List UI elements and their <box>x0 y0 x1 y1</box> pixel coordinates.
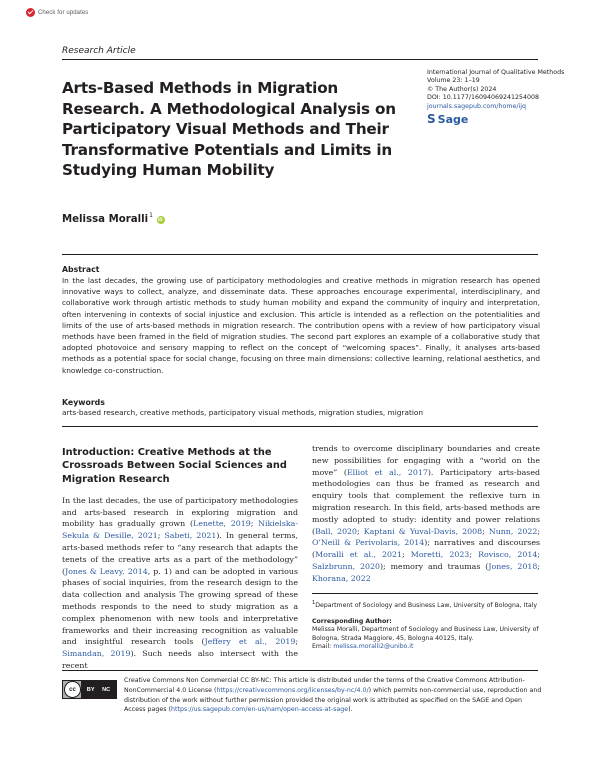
citation-link[interactable]: Lenette, 2019 <box>193 519 251 529</box>
journal-info <box>427 69 564 111</box>
text-run: ; <box>402 550 411 560</box>
text-run: In the last decades, the use of participatory methodologies and arts-based research in exploring migration and mobility has gradually grown ( <box>62 495 298 529</box>
intro-heading: Introduction: Creative Methods at the Crossroads Between Social Sciences and Migration Research <box>62 447 287 485</box>
check-updates-label: Check for updates <box>38 9 89 16</box>
intro-paragraph-left <box>62 495 298 672</box>
text-run: ; <box>537 561 540 571</box>
text-run: ; <box>357 526 364 536</box>
cc-license-badge[interactable] <box>62 680 117 699</box>
citation-link[interactable]: Ball, 2020 <box>315 526 358 536</box>
citation-link[interactable]: Sabeti, 2021 <box>164 531 217 541</box>
text-run: ). Participatory arts-based methodologies can thus be framed as research and enquiry tools that complement the reflexive turn in migration research. In this field, arts-based methods are mostly adopted to study: identity and power relations ( <box>312 467 540 536</box>
journal-volume: Volume 23: 1–19 <box>427 77 480 85</box>
affiliation-footnote <box>312 599 540 611</box>
affiliation-number: 1 <box>312 600 316 606</box>
text-run: ; <box>295 637 299 647</box>
text-run: , p. 1) and can be adopted in various phases of social inquiries, from the research design to the data collection and analysis The growing spread of these methods responds to the need to study migration as a complex phenomenon with new tools and interpretative frameworks and their increasing recognition as valuable and insightful research tools ( <box>62 566 298 647</box>
citation-link[interactable]: Rovisco, 2014 <box>478 550 538 560</box>
journal-url[interactable]: journals.sagepub.com/home/ijq <box>427 102 526 110</box>
abstract-text: In the last decades, the growing use of participatory methodologies and creative methods in migration research has opened innovative ways to collect, analyze, and disseminate data. These approaches encourage experimental, interdisciplinary, and collaborative work through artistic methods to study human mobility and expand the community of inquiry and interpretation, often intervening in contexts of social injustice and exclusion. This article is intended as a reflection on the potentialities and limits of the use of arts-based methods in migration research. The contribution opens with a review of how participatory visual methods have been framed in the field of migration studies. The second part explores an example of a collaborative study that adopted photovoice and sensory mapping to reflect on the concept of “welcoming spaces”. Finally, it analyses arts-based methods as a potential space for social change, focusing on three main dimensions: collective learning, relational aesthetics, and knowledge co-construction. <box>62 276 540 375</box>
check-updates-icon <box>26 8 35 17</box>
intro-paragraph-right <box>312 443 540 585</box>
author-name: Melissa Moralli <box>62 214 149 225</box>
article-title: Arts-Based Methods in Migration Research. A Methodological Analysis on Participatory Visual Methods and Their Transformative Potentials and Limits in Studying Human Mobility <box>62 79 396 179</box>
journal-doi[interactable]: DOI: 10.1177/16094069241254008 <box>427 94 540 102</box>
journal-copyright: © The Author(s) 2024 <box>427 85 497 93</box>
email-line <box>312 643 540 652</box>
footnote-divider <box>312 593 538 594</box>
text-run: trends to overcome disciplinary boundaries and create new possibilities for engaging with a “world on the move” ( <box>312 444 540 477</box>
citation-link[interactable]: Khorana, 2022 <box>312 573 371 583</box>
citation-link[interactable]: Nunn, 2022 <box>488 526 538 536</box>
email-label: Email: <box>312 643 332 651</box>
citation-link[interactable]: Nikielska-Sekula & Desille, 2021 <box>62 519 299 541</box>
sage-logo-icon: S <box>427 112 436 126</box>
cc-icon: cc <box>64 681 81 698</box>
author-affiliation-mark: 1 <box>149 212 153 219</box>
license-text-part: ). <box>348 706 353 714</box>
citation-link[interactable]: Salzbrunn, 2020 <box>312 561 380 571</box>
citation-link[interactable]: Moralli et al., 2021 <box>315 550 403 560</box>
citation-link[interactable]: Moretti, 2023 <box>410 550 470 560</box>
text-run: ). In general terms, arts-based methods refer to “any research that adapts the tenets of the creative arts as a part of the methodology” ( <box>62 531 298 576</box>
citation-link[interactable]: Jeffery et al., 2019 <box>204 637 296 647</box>
citation-link[interactable]: Jones, 2018 <box>488 561 538 571</box>
cc-badge-terms <box>81 681 116 698</box>
orcid-icon[interactable] <box>157 216 165 224</box>
citation-link[interactable]: Jones & Leavy, 2014 <box>65 566 148 576</box>
abstract-heading: Abstract <box>62 265 100 274</box>
affiliation-text: Department of Sociology and Business Law, University of Bologna, Italy <box>315 602 538 610</box>
text-run: ); narratives and discourses ( <box>312 538 540 560</box>
nc-icon: NC <box>102 686 111 693</box>
check-for-updates[interactable] <box>26 8 88 17</box>
text-run: ; <box>469 550 479 560</box>
journal-name: International Journal of Qualitative Methods <box>427 69 565 76</box>
footnote <box>312 599 540 652</box>
keywords-divider <box>62 426 538 427</box>
abstract-divider <box>62 254 538 255</box>
license-text-part: Creative Commons Non Commercial CC BY-NC: This article is distributed under the terms of the Creative Commons Attribution-NonCommercial 4.0 License ( <box>124 677 525 694</box>
keywords-heading: Keywords <box>62 398 105 407</box>
license-text-part: ) which permits non-commercial use, reproduction and distribution of the work without further permission provided the original work is attributed as specified on the SAGE and Open Access pages ( <box>124 686 542 714</box>
text-run: ; <box>537 550 540 560</box>
citation-link[interactable]: Elliot et al., 2017 <box>346 467 428 477</box>
article-type: Research Article <box>62 46 136 56</box>
license-text <box>124 676 542 715</box>
right-column <box>312 443 540 585</box>
text-run: ); memory and traumas ( <box>380 561 489 571</box>
text-run: ). Such needs also intersect with the recent <box>62 649 298 671</box>
license-url-link[interactable]: https://creativecommons.org/licenses/by-nc/4.0/ <box>216 686 369 694</box>
text-run: ; <box>537 526 541 536</box>
keywords-text: arts-based research, creative methods, participatory visual methods, migration studies, migration <box>62 408 424 417</box>
citation-link[interactable]: Kaptani & Yuval-Davis, 2008 <box>363 526 483 536</box>
license-divider <box>62 670 538 671</box>
author-line <box>62 214 165 225</box>
publisher-logo <box>427 112 468 126</box>
citation-link[interactable]: Simandan, 2019 <box>62 649 131 659</box>
left-column <box>62 446 298 672</box>
corresponding-author-heading: Corresponding Author: <box>312 617 392 625</box>
text-run: ; <box>157 531 165 541</box>
email-link[interactable]: melissa.moralli2@unibo.it <box>333 643 414 651</box>
text-run: ; <box>250 519 259 529</box>
by-icon: BY <box>86 686 95 693</box>
corresponding-author-text: Melissa Moralli, Department of Sociology and Business Law, University of Bologna, Strada Maggiore, 45, Bologna 40125, Italy. <box>312 626 539 642</box>
citation-link[interactable]: O’Neill & Perivolaris, 2014 <box>312 538 425 548</box>
text-run: ; <box>482 526 489 536</box>
top-divider <box>62 59 538 60</box>
publisher-name: Sage <box>437 112 469 126</box>
sage-open-access-link[interactable]: https://us.sagepub.com/en-us/nam/open-access-at-sage <box>171 706 349 714</box>
